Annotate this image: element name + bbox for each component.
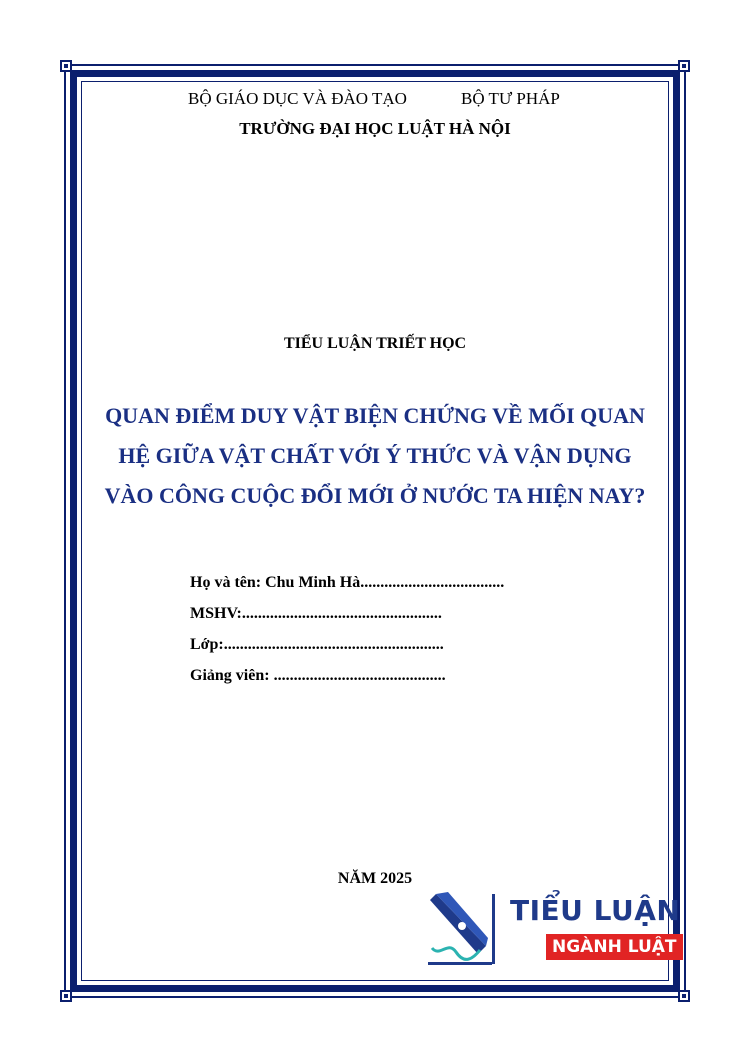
field-lecturer: Giảng viên: ........................................... <box>190 667 446 684</box>
ministry-left: BỘ GIÁO DỤC VÀ ĐÀO TẠO <box>188 89 407 108</box>
title-line-3: VÀO CÔNG CUỘC ĐỔI MỚI Ở NƯỚC TA HIỆN NAY? <box>104 483 646 508</box>
border-corner-top-left <box>60 60 72 72</box>
title-line-2: HỆ GIỮA VẬT CHẤT VỚI Ý THỨC VÀ VẬN DỤNG <box>118 443 632 468</box>
page-border-inner <box>81 81 669 981</box>
logo <box>426 888 681 968</box>
border-corner-top-right <box>678 60 690 72</box>
document-year: NĂM 2025 <box>337 870 413 887</box>
field-name: Họ và tên: Chu Minh Hà.................................... <box>190 574 505 591</box>
border-corner-bottom-right <box>678 990 690 1002</box>
document-type: TIỂU LUẬN TRIẾT HỌC <box>283 335 467 352</box>
field-mshv: MSHV:.................................................. <box>190 605 442 622</box>
university-name: TRƯỜNG ĐẠI HỌC LUẬT HÀ NỘI <box>239 119 511 138</box>
border-corner-bottom-left <box>60 990 72 1002</box>
ministry-right: BỘ TƯ PHÁP <box>461 89 560 108</box>
pen-nib-icon <box>426 890 496 966</box>
field-class: Lớp:....................................................... <box>190 636 444 653</box>
document-title <box>90 396 660 516</box>
logo-text-primary: TIỂU LUẬN <box>510 894 681 927</box>
logo-text-badge: NGÀNH LUẬT <box>546 934 683 960</box>
title-line-1: QUAN ĐIỂM DUY VẬT BIỆN CHỨNG VỀ MỐI QUAN <box>105 403 645 428</box>
